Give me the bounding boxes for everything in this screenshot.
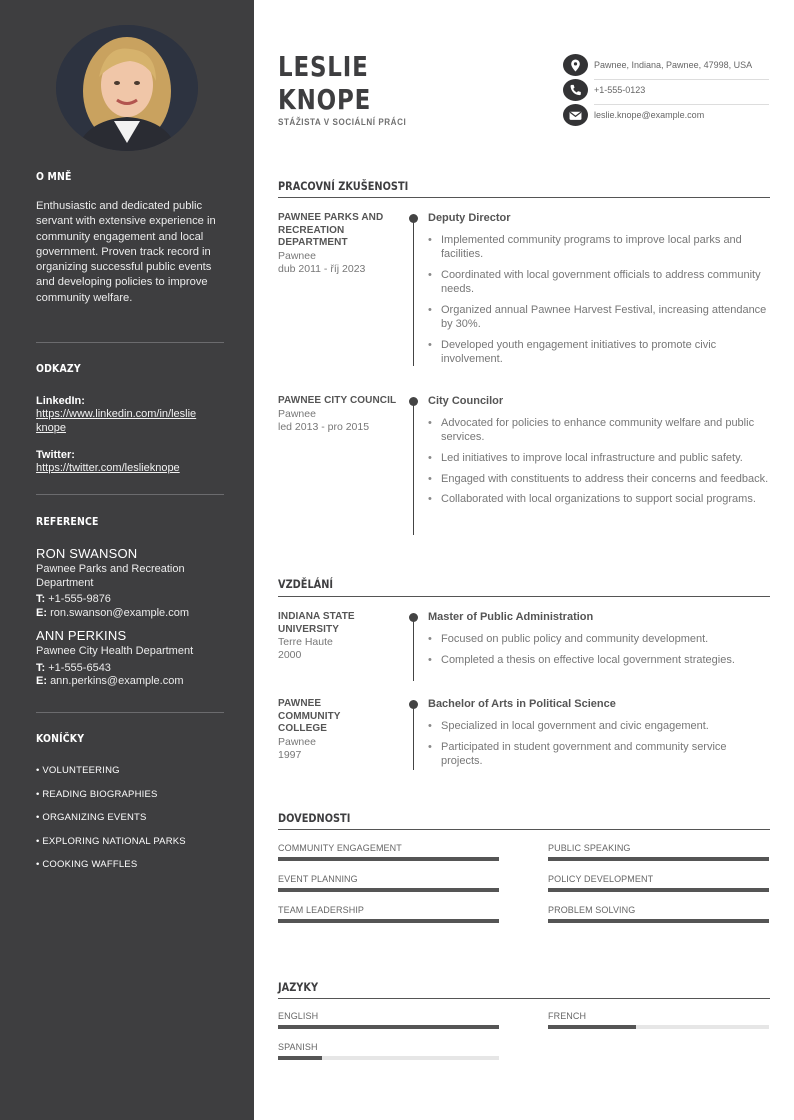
bullet-item: • Engaged with constituents to address their concerns and feedback. — [428, 472, 770, 486]
skill-item — [548, 905, 769, 915]
divider — [278, 596, 770, 597]
contact-address — [563, 54, 769, 79]
skill-item — [278, 843, 499, 853]
languages-heading: JAZYKY — [278, 980, 319, 994]
contact-phone — [563, 79, 769, 104]
references-heading: REFERENCE — [36, 515, 99, 528]
skill-label: TEAM LEADERSHIP — [278, 905, 365, 915]
divider — [36, 342, 224, 343]
language-item — [278, 1011, 499, 1021]
language-bar — [278, 1025, 499, 1029]
degree-title: Master of Public Administration — [428, 611, 594, 623]
graduation-year: 2000 — [278, 649, 302, 661]
language-bar-fill — [548, 1025, 636, 1029]
timeline-dot — [409, 613, 418, 622]
timeline-line — [413, 399, 414, 535]
job-title: STÁŽISTA V SOCIÁLNÍ PRÁCI — [278, 117, 407, 127]
reference-item — [36, 628, 224, 689]
reference-org: Pawnee Parks and Recreation Department — [36, 563, 185, 589]
skill-bar — [278, 857, 499, 861]
bullet-item: • Implemented community programs to improve local parks and facilities. — [428, 233, 770, 261]
skill-bar — [548, 919, 769, 923]
links-heading: ODKAZY — [36, 362, 81, 375]
skill-bar-fill — [278, 857, 499, 861]
organization-name: PAWNEE CITY COUNCIL — [278, 395, 397, 406]
organization-name: PAWNEE PARKS AND RECREATION DEPARTMENT — [278, 212, 384, 248]
date-range: led 2013 - pro 2015 — [278, 420, 370, 433]
date-range: dub 2011 - říj 2023 — [278, 262, 366, 275]
skill-bar — [278, 919, 499, 923]
location-pin-icon — [563, 54, 588, 76]
skill-bar-fill — [548, 857, 769, 861]
phone-icon — [563, 79, 588, 101]
reference-email: E: ann.perkins@example.com — [36, 675, 184, 687]
degree-title: Bachelor of Arts in Political Science — [428, 698, 616, 710]
skill-bar-fill — [278, 919, 499, 923]
language-label: SPANISH — [278, 1042, 318, 1052]
language-label: FRENCH — [548, 1011, 587, 1021]
reference-phone: T: +1-555-9876 — [36, 593, 111, 605]
reference-email: E: ron.swanson@example.com — [36, 606, 190, 619]
skill-item — [278, 874, 499, 884]
skill-bar — [278, 888, 499, 892]
contact-email — [563, 104, 769, 129]
skill-bar-fill — [548, 919, 769, 923]
divider — [278, 197, 770, 198]
skills-heading: DOVEDNOSTI — [278, 811, 351, 825]
bullet-item: • Developed youth engagement initiatives to promote civic involvement. — [428, 338, 770, 366]
hobby-item: • EXPLORING NATIONAL PARKS — [36, 835, 186, 847]
bullet-item: • Organized annual Pawnee Harvest Festival, increasing attendance by 30%. — [428, 303, 770, 331]
skill-label: PROBLEM SOLVING — [548, 905, 636, 915]
reference-name: ANN PERKINS — [36, 628, 127, 643]
divider — [36, 712, 224, 713]
divider — [36, 494, 224, 495]
bullet-item: • Specialized in local government and civic engagement. — [428, 719, 770, 733]
location: Pawnee — [278, 407, 316, 420]
references-section — [36, 515, 224, 689]
skill-item — [548, 874, 769, 884]
bullet-item: • Collaborated with local organizations to support social programs. — [428, 492, 770, 506]
reference-item — [36, 546, 224, 620]
email-text[interactable]: leslie.knope@example.com — [594, 110, 705, 120]
role-title: Deputy Director — [428, 212, 511, 224]
bullet-item: • Participated in student government and community service projects. — [428, 740, 770, 768]
bullet-item: • Led initiatives to improve local infrastructure and public safety. — [428, 451, 770, 465]
language-label: ENGLISH — [278, 1011, 319, 1021]
school-name: PAWNEE COMMUNITY COLLEGE — [278, 698, 341, 734]
bullet-item: • Focused on public policy and community development. — [428, 632, 770, 646]
address-text: Pawnee, Indiana, Pawnee, 47998, USA — [594, 60, 753, 70]
skill-label: EVENT PLANNING — [278, 874, 358, 884]
twitter-label: Twitter: — [36, 449, 75, 461]
skill-label: POLICY DEVELOPMENT — [548, 874, 654, 884]
reference-phone: T: +1-555-6543 — [36, 661, 111, 674]
location: Terre Haute — [278, 636, 333, 648]
language-item — [278, 1042, 499, 1052]
divider — [278, 998, 770, 999]
role-title: City Councilor — [428, 395, 504, 407]
bullet-item: • Coordinated with local government officials to address community needs. — [428, 268, 770, 296]
hobbies-section — [36, 732, 224, 883]
language-bar-fill — [278, 1056, 322, 1060]
skill-label: PUBLIC SPEAKING — [548, 843, 631, 853]
skill-bar-fill — [278, 888, 499, 892]
twitter-link[interactable]: https://twitter.com/leslieknope — [36, 462, 180, 474]
language-bar — [278, 1056, 499, 1060]
language-bar-fill — [278, 1025, 499, 1029]
bullet-item: • Advocated for policies to enhance community welfare and public services. — [428, 416, 770, 444]
timeline-dot — [409, 397, 418, 406]
phone-text: +1-555-0123 — [594, 85, 646, 95]
timeline-line — [413, 216, 414, 366]
hobby-item: • VOLUNTEERING — [36, 765, 120, 776]
skill-label: COMMUNITY ENGAGEMENT — [278, 843, 402, 853]
reference-org: Pawnee City Health Department — [36, 645, 194, 657]
envelope-icon — [563, 104, 588, 126]
full-name: LESLIE KNOPE — [278, 50, 372, 116]
bullet-item: • Completed a thesis on effective local government strategies. — [428, 653, 770, 667]
hobby-item: • READING BIOGRAPHIES — [36, 788, 158, 800]
timeline-line — [413, 702, 414, 770]
graduation-year: 1997 — [278, 748, 302, 761]
hobby-item: • ORGANIZING EVENTS — [36, 812, 147, 823]
skill-bar — [548, 857, 769, 861]
location: Pawnee — [278, 735, 316, 748]
hobbies-heading: KONÍČKY — [36, 732, 85, 745]
about-text: Enthusiastic and dedicated public servant with extensive experience in community engagement and local government. Proven track record in organizing successful public events and developing policies to improve community welfare. — [36, 200, 216, 304]
skill-bar — [548, 888, 769, 892]
linkedin-label: LinkedIn: — [36, 395, 85, 407]
profile-photo — [56, 25, 198, 151]
sidebar — [0, 0, 254, 1120]
about-section — [36, 170, 224, 306]
divider — [278, 829, 770, 830]
reference-name: RON SWANSON — [36, 546, 138, 561]
experience-heading: PRACOVNÍ ZKUŠENOSTI — [278, 179, 409, 193]
location: Pawnee — [278, 249, 316, 262]
skill-item — [278, 905, 499, 915]
hobby-item: • COOKING WAFFLES — [36, 859, 138, 870]
skill-item — [548, 843, 769, 853]
education-heading: VZDĚLÁNÍ — [278, 577, 334, 591]
language-bar — [548, 1025, 769, 1029]
skill-bar-fill — [548, 888, 769, 892]
timeline-dot — [409, 214, 418, 223]
about-heading: O MNĚ — [36, 170, 72, 183]
timeline-line — [413, 615, 414, 681]
school-name: INDIANA STATE UNIVERSITY — [278, 611, 355, 635]
links-section — [36, 362, 224, 475]
linkedin-link[interactable]: https://www.linkedin.com/in/leslie knope — [36, 408, 197, 434]
language-item — [548, 1011, 769, 1021]
timeline-dot — [409, 700, 418, 709]
